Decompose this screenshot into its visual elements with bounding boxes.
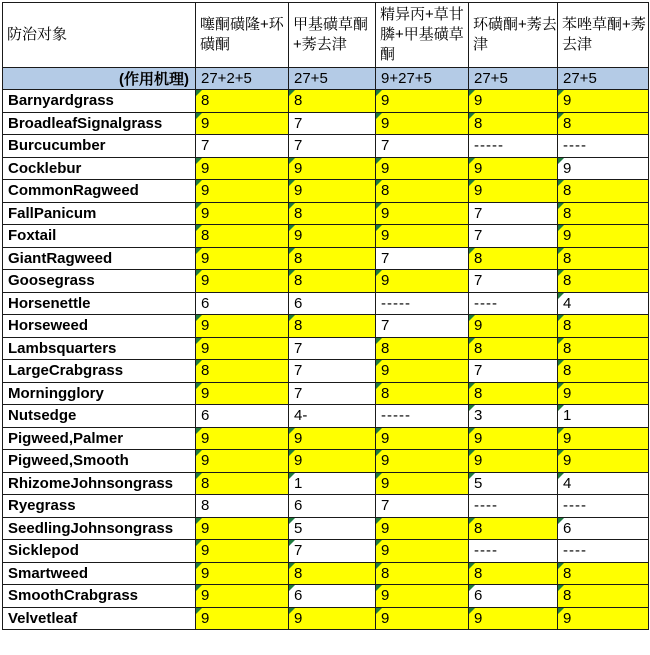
rating-cell: 7	[469, 360, 558, 383]
rating-cell: 9	[196, 540, 289, 563]
rating-cell: 9	[376, 270, 469, 293]
weed-name: CommonRagweed	[3, 180, 196, 203]
weed-name: Ryegrass	[3, 495, 196, 518]
rating-cell: 8	[558, 112, 649, 135]
rating-cell: 8	[376, 180, 469, 203]
rating-cell: 6	[289, 495, 376, 518]
rating-cell: 9	[469, 607, 558, 630]
rating-cell: ----	[558, 540, 649, 563]
table-row	[3, 517, 649, 540]
weed-name: Goosegrass	[3, 270, 196, 293]
weed-name: Horsenettle	[3, 292, 196, 315]
table-row	[3, 607, 649, 630]
rating-cell: ----	[469, 292, 558, 315]
rating-cell: 9	[558, 427, 649, 450]
rating-cell: 6	[469, 585, 558, 608]
rating-cell: 8	[196, 360, 289, 383]
rating-cell: 9	[196, 585, 289, 608]
rating-cell: 8	[376, 337, 469, 360]
mechanism-value-1: 27+2+5	[196, 68, 289, 90]
rating-cell: 8	[196, 472, 289, 495]
rating-cell: 9	[289, 607, 376, 630]
rating-cell: 9	[289, 427, 376, 450]
rating-cell: ----	[469, 540, 558, 563]
rating-cell: 9	[469, 427, 558, 450]
table-row	[3, 360, 649, 383]
rating-cell: 5	[469, 472, 558, 495]
rating-cell: 8	[289, 202, 376, 225]
header-cell-1: 噻酮磺隆+环磺酮	[196, 3, 289, 68]
rating-cell: 9	[376, 517, 469, 540]
rating-cell: 9	[469, 180, 558, 203]
rating-cell: 7	[289, 540, 376, 563]
rating-cell: -----	[469, 135, 558, 158]
rating-cell: 7	[469, 225, 558, 248]
rating-cell: 8	[289, 90, 376, 113]
rating-cell: 9	[376, 472, 469, 495]
rating-cell: 4	[558, 292, 649, 315]
rating-cell: 9	[196, 315, 289, 338]
mechanism-label: (作用机理)	[3, 68, 196, 90]
rating-cell: ----	[558, 135, 649, 158]
rating-cell: 8	[558, 360, 649, 383]
rating-cell: ----	[558, 495, 649, 518]
rating-cell: 9	[289, 225, 376, 248]
weed-name: RhizomeJohnsongrass	[3, 472, 196, 495]
table-row	[3, 405, 649, 428]
weed-name: Nutsedge	[3, 405, 196, 428]
rating-cell: 7	[469, 202, 558, 225]
rating-cell: 8	[558, 270, 649, 293]
table-row	[3, 337, 649, 360]
header-cell-3: 精异丙+草甘膦+甲基磺草酮	[376, 3, 469, 68]
weed-name: Burcucumber	[3, 135, 196, 158]
weed-name: Barnyardgrass	[3, 90, 196, 113]
rating-cell: 9	[469, 90, 558, 113]
rating-cell: 9	[376, 112, 469, 135]
rating-cell: 3	[469, 405, 558, 428]
rating-cell: 9	[558, 225, 649, 248]
rating-cell: 8	[469, 382, 558, 405]
rating-cell: 9	[196, 202, 289, 225]
rating-cell: 8	[558, 247, 649, 270]
table-row	[3, 157, 649, 180]
mechanism-value-2: 27+5	[289, 68, 376, 90]
rating-cell: 8	[558, 315, 649, 338]
rating-cell: 9	[196, 607, 289, 630]
table-row	[3, 180, 649, 203]
rating-cell: 9	[289, 180, 376, 203]
rating-cell: ----	[469, 495, 558, 518]
header-cell-4: 环磺酮+莠去津	[469, 3, 558, 68]
rating-cell: -----	[376, 292, 469, 315]
rating-cell: 7	[196, 135, 289, 158]
rating-cell: 7	[376, 247, 469, 270]
rating-cell: 8	[289, 247, 376, 270]
weed-name: Smartweed	[3, 562, 196, 585]
rating-cell: 8	[558, 585, 649, 608]
rating-cell: 8	[558, 180, 649, 203]
table-row	[3, 585, 649, 608]
rating-cell: 8	[469, 337, 558, 360]
table-row	[3, 90, 649, 113]
rating-cell: 9	[558, 90, 649, 113]
rating-cell: 8	[196, 90, 289, 113]
rating-cell: 4	[558, 472, 649, 495]
rating-cell: 8	[196, 495, 289, 518]
rating-cell: 6	[558, 517, 649, 540]
rating-cell: 9	[289, 450, 376, 473]
rating-cell: 9	[196, 337, 289, 360]
table-row	[3, 247, 649, 270]
table-row	[3, 540, 649, 563]
mechanism-value-3: 9+27+5	[376, 68, 469, 90]
rating-cell: -----	[376, 405, 469, 428]
weed-name: LargeCrabgrass	[3, 360, 196, 383]
weed-name: GiantRagweed	[3, 247, 196, 270]
weed-control-table	[2, 2, 649, 630]
rating-cell: 9	[196, 247, 289, 270]
rating-cell: 6	[289, 585, 376, 608]
rating-cell: 8	[469, 562, 558, 585]
weed-name: Foxtail	[3, 225, 196, 248]
rating-cell: 7	[376, 135, 469, 158]
mechanism-value-5: 27+5	[558, 68, 649, 90]
table-row	[3, 270, 649, 293]
corner-label: 防治对象	[3, 3, 196, 68]
weed-name: Sicklepod	[3, 540, 196, 563]
weed-name: Pigweed,Palmer	[3, 427, 196, 450]
header-cell-5: 苯唑草酮+莠去津	[558, 3, 649, 68]
weed-name: FallPanicum	[3, 202, 196, 225]
table-row	[3, 315, 649, 338]
weed-name: Cocklebur	[3, 157, 196, 180]
rating-cell: 7	[289, 360, 376, 383]
weed-name: SmoothCrabgrass	[3, 585, 196, 608]
rating-cell: 9	[196, 427, 289, 450]
rating-cell: 9	[558, 157, 649, 180]
rating-cell: 6	[289, 292, 376, 315]
rating-cell: 8	[558, 562, 649, 585]
rating-cell: 9	[376, 427, 469, 450]
rating-cell: 8	[289, 315, 376, 338]
rating-cell: 9	[196, 517, 289, 540]
mechanism-value-4: 27+5	[469, 68, 558, 90]
weed-name: Lambsquarters	[3, 337, 196, 360]
rating-cell: 8	[289, 270, 376, 293]
weed-name: Pigweed,Smooth	[3, 450, 196, 473]
table-row	[3, 225, 649, 248]
rating-cell: 9	[289, 157, 376, 180]
rating-cell: 6	[196, 292, 289, 315]
rating-cell: 9	[376, 202, 469, 225]
rating-cell: 9	[196, 180, 289, 203]
rating-cell: 1	[289, 472, 376, 495]
rating-cell: 8	[469, 247, 558, 270]
rating-cell: 7	[376, 315, 469, 338]
rating-cell: 9	[376, 607, 469, 630]
rating-cell: 9	[469, 450, 558, 473]
rating-cell: 7	[289, 382, 376, 405]
rating-cell: 9	[196, 270, 289, 293]
rating-cell: 9	[558, 607, 649, 630]
rating-cell: 8	[376, 382, 469, 405]
rating-cell: 9	[376, 450, 469, 473]
rating-cell: 9	[196, 157, 289, 180]
rating-cell: 5	[289, 517, 376, 540]
header-cell-2: 甲基磺草酮+莠去津	[289, 3, 376, 68]
weed-name: Horseweed	[3, 315, 196, 338]
rating-cell: 8	[196, 225, 289, 248]
table-row	[3, 472, 649, 495]
rating-cell: 7	[469, 270, 558, 293]
rating-cell: 1	[558, 405, 649, 428]
rating-cell: 8	[376, 562, 469, 585]
table-row	[3, 202, 649, 225]
rating-cell: 7	[289, 135, 376, 158]
table-row	[3, 427, 649, 450]
rating-cell: 8	[469, 112, 558, 135]
weed-name: BroadleafSignalgrass	[3, 112, 196, 135]
weed-name: Velvetleaf	[3, 607, 196, 630]
weed-name: SeedlingJohnsongrass	[3, 517, 196, 540]
rating-cell: 9	[376, 540, 469, 563]
rating-cell: 9	[376, 157, 469, 180]
rating-cell: 8	[558, 202, 649, 225]
table-row	[3, 112, 649, 135]
rating-cell: 9	[196, 562, 289, 585]
rating-cell: 7	[376, 495, 469, 518]
table-row	[3, 292, 649, 315]
rating-cell: 9	[376, 585, 469, 608]
rating-cell: 9	[196, 112, 289, 135]
rating-cell: 9	[196, 450, 289, 473]
mechanism-row	[3, 68, 649, 90]
table-row	[3, 382, 649, 405]
rating-cell: 4-	[289, 405, 376, 428]
table-row	[3, 135, 649, 158]
rating-cell: 8	[289, 562, 376, 585]
rating-cell: 9	[469, 157, 558, 180]
rating-cell: 9	[558, 382, 649, 405]
table-row	[3, 562, 649, 585]
rating-cell: 7	[289, 112, 376, 135]
header-row	[3, 3, 649, 68]
rating-cell: 7	[289, 337, 376, 360]
table-row	[3, 450, 649, 473]
rating-cell: 9	[376, 360, 469, 383]
rating-cell: 8	[469, 517, 558, 540]
weed-name: Morningglory	[3, 382, 196, 405]
rating-cell: 9	[376, 90, 469, 113]
rating-cell: 6	[196, 405, 289, 428]
rating-cell: 9	[376, 225, 469, 248]
table-row	[3, 495, 649, 518]
rating-cell: 9	[469, 315, 558, 338]
rating-cell: 9	[196, 382, 289, 405]
rating-cell: 8	[558, 337, 649, 360]
rating-cell: 9	[558, 450, 649, 473]
